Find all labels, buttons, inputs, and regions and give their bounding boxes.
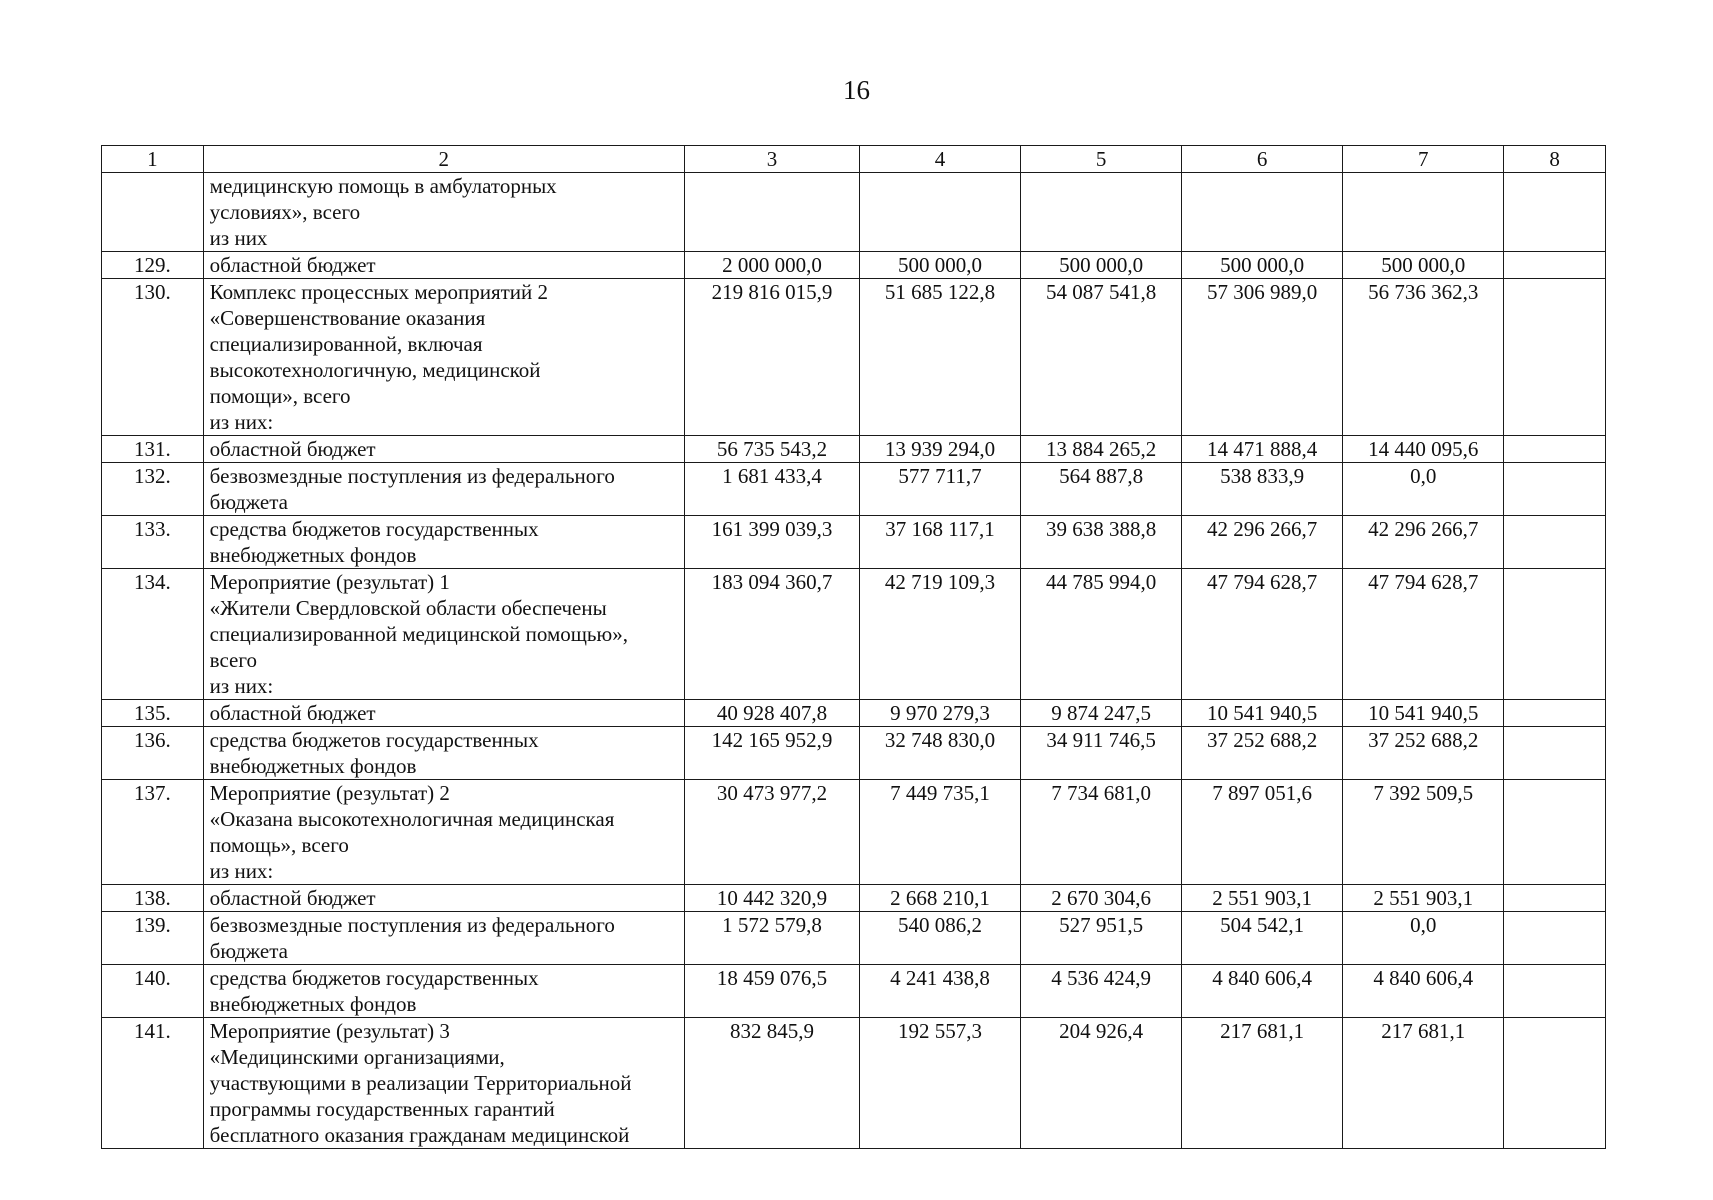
- table-row: [102, 965, 1606, 1018]
- row-number: 137.: [102, 780, 204, 885]
- value-cell-col-7: [1343, 173, 1504, 252]
- description-line: «Совершенствование оказания: [209, 306, 486, 330]
- value-cell-col-6: 504 542,1: [1182, 912, 1343, 965]
- value-cell-col-5: 500 000,0: [1021, 252, 1182, 279]
- description-line: бюджета: [209, 490, 288, 514]
- value-cell-col-3: 183 094 360,7: [684, 569, 859, 700]
- row-number: 138.: [102, 885, 204, 912]
- value-cell-col-3: [684, 173, 859, 252]
- value-cell-col-3: 2 000 000,0: [684, 252, 859, 279]
- value-cell-col-5: 4 536 424,9: [1021, 965, 1182, 1018]
- value-cell-col-5: 564 887,8: [1021, 463, 1182, 516]
- description-line: внебюджетных фондов: [209, 754, 417, 778]
- value-cell-col-4: 37 168 117,1: [860, 516, 1021, 569]
- value-cell-col-7: 0,0: [1343, 912, 1504, 965]
- row-number: 139.: [102, 912, 204, 965]
- value-cell-col-6: [1182, 173, 1343, 252]
- row-description: [203, 965, 684, 1018]
- value-cell-col-8: [1504, 463, 1606, 516]
- value-cell-col-5: 13 884 265,2: [1021, 436, 1182, 463]
- value-cell-col-8: [1504, 436, 1606, 463]
- value-cell-col-3: 40 928 407,8: [684, 700, 859, 727]
- header-row: [102, 146, 1606, 173]
- row-number: 141.: [102, 1018, 204, 1149]
- row-number: 140.: [102, 965, 204, 1018]
- value-cell-col-8: [1504, 965, 1606, 1018]
- value-cell-col-8: [1504, 252, 1606, 279]
- description-line: бесплатного оказания гражданам медицинской: [209, 1123, 630, 1147]
- value-cell-col-6: 500 000,0: [1182, 252, 1343, 279]
- column-header-7: 7: [1343, 146, 1504, 173]
- description-line: «Оказана высокотехнологичная медицинская: [209, 807, 615, 831]
- column-header-8: 8: [1504, 146, 1606, 173]
- value-cell-col-4: 32 748 830,0: [860, 727, 1021, 780]
- row-number: 134.: [102, 569, 204, 700]
- description-line: условиях», всего: [209, 200, 361, 224]
- table-row: [102, 569, 1606, 700]
- description-line: Мероприятие (результат) 1: [209, 570, 450, 594]
- value-cell-col-5: 44 785 994,0: [1021, 569, 1182, 700]
- table-row: [102, 885, 1606, 912]
- row-number: 131.: [102, 436, 204, 463]
- value-cell-col-8: [1504, 569, 1606, 700]
- description-line: внебюджетных фондов: [209, 543, 417, 567]
- value-cell-col-8: [1504, 173, 1606, 252]
- value-cell-col-3: 219 816 015,9: [684, 279, 859, 436]
- value-cell-col-7: 2 551 903,1: [1343, 885, 1504, 912]
- value-cell-col-5: 527 951,5: [1021, 912, 1182, 965]
- row-number: 130.: [102, 279, 204, 436]
- value-cell-col-4: 51 685 122,8: [860, 279, 1021, 436]
- row-description: [203, 252, 684, 279]
- description-line: безвозмездные поступления из федерального: [209, 464, 615, 488]
- description-line: помощи», всего: [209, 384, 351, 408]
- table-body: [102, 173, 1606, 1149]
- value-cell-col-8: [1504, 727, 1606, 780]
- row-number: 129.: [102, 252, 204, 279]
- column-header-6: 6: [1182, 146, 1343, 173]
- value-cell-col-3: 30 473 977,2: [684, 780, 859, 885]
- description-line: из них:: [209, 674, 274, 698]
- value-cell-col-4: [860, 173, 1021, 252]
- row-description: [203, 279, 684, 436]
- value-cell-col-5: 34 911 746,5: [1021, 727, 1182, 780]
- value-cell-col-6: 47 794 628,7: [1182, 569, 1343, 700]
- description-line: «Жители Свердловской области обеспечены: [209, 596, 607, 620]
- row-description: [203, 700, 684, 727]
- value-cell-col-7: 14 440 095,6: [1343, 436, 1504, 463]
- table-row: [102, 780, 1606, 885]
- value-cell-col-6: 7 897 051,6: [1182, 780, 1343, 885]
- value-cell-col-6: 10 541 940,5: [1182, 700, 1343, 727]
- description-line: безвозмездные поступления из федерального: [209, 913, 615, 937]
- table-row: [102, 912, 1606, 965]
- value-cell-col-8: [1504, 279, 1606, 436]
- description-line: «Медицинскими организациями,: [209, 1045, 505, 1069]
- value-cell-col-8: [1504, 700, 1606, 727]
- value-cell-col-7: 56 736 362,3: [1343, 279, 1504, 436]
- value-cell-col-3: 1 681 433,4: [684, 463, 859, 516]
- value-cell-col-4: 13 939 294,0: [860, 436, 1021, 463]
- value-cell-col-4: 500 000,0: [860, 252, 1021, 279]
- value-cell-col-7: 500 000,0: [1343, 252, 1504, 279]
- description-line: средства бюджетов государственных: [209, 517, 539, 541]
- row-number: 135.: [102, 700, 204, 727]
- row-description: [203, 912, 684, 965]
- value-cell-col-6: 4 840 606,4: [1182, 965, 1343, 1018]
- value-cell-col-4: 7 449 735,1: [860, 780, 1021, 885]
- row-number: 132.: [102, 463, 204, 516]
- table-row: [102, 436, 1606, 463]
- description-line: из них:: [209, 410, 274, 434]
- value-cell-col-5: 39 638 388,8: [1021, 516, 1182, 569]
- value-cell-col-6: 2 551 903,1: [1182, 885, 1343, 912]
- value-cell-col-7: 0,0: [1343, 463, 1504, 516]
- row-number: 136.: [102, 727, 204, 780]
- description-line: программы государственных гарантий: [209, 1097, 555, 1121]
- description-line: областной бюджет: [209, 701, 376, 725]
- value-cell-col-4: 540 086,2: [860, 912, 1021, 965]
- value-cell-col-7: 4 840 606,4: [1343, 965, 1504, 1018]
- value-cell-col-7: 10 541 940,5: [1343, 700, 1504, 727]
- table-row: [102, 700, 1606, 727]
- description-line: из них:: [209, 859, 274, 883]
- row-description: [203, 569, 684, 700]
- value-cell-col-4: 577 711,7: [860, 463, 1021, 516]
- table-row: [102, 727, 1606, 780]
- value-cell-col-4: 4 241 438,8: [860, 965, 1021, 1018]
- value-cell-col-7: 37 252 688,2: [1343, 727, 1504, 780]
- value-cell-col-8: [1504, 912, 1606, 965]
- table-row: [102, 463, 1606, 516]
- row-number: 133.: [102, 516, 204, 569]
- value-cell-col-8: [1504, 1018, 1606, 1149]
- value-cell-col-3: 142 165 952,9: [684, 727, 859, 780]
- table-row: [102, 173, 1606, 252]
- column-header-5: 5: [1021, 146, 1182, 173]
- row-description: [203, 436, 684, 463]
- description-line: областной бюджет: [209, 886, 376, 910]
- budget-table: [101, 145, 1606, 1149]
- value-cell-col-6: 538 833,9: [1182, 463, 1343, 516]
- value-cell-col-3: 56 735 543,2: [684, 436, 859, 463]
- row-description: [203, 885, 684, 912]
- table-row: [102, 1018, 1606, 1149]
- value-cell-col-5: 54 087 541,8: [1021, 279, 1182, 436]
- value-cell-col-5: 2 670 304,6: [1021, 885, 1182, 912]
- description-line: Комплекс процессных мероприятий 2: [209, 280, 549, 304]
- row-description: [203, 173, 684, 252]
- description-line: высокотехнологичную, медицинской: [209, 358, 541, 382]
- table-row: [102, 279, 1606, 436]
- row-description: [203, 463, 684, 516]
- row-description: [203, 1018, 684, 1149]
- value-cell-col-7: 42 296 266,7: [1343, 516, 1504, 569]
- row-description: [203, 780, 684, 885]
- value-cell-col-8: [1504, 780, 1606, 885]
- column-header-4: 4: [860, 146, 1021, 173]
- value-cell-col-7: 7 392 509,5: [1343, 780, 1504, 885]
- description-line: специализированной медицинской помощью»,: [209, 622, 628, 646]
- description-line: помощь», всего: [209, 833, 349, 857]
- value-cell-col-7: 217 681,1: [1343, 1018, 1504, 1149]
- value-cell-col-5: [1021, 173, 1182, 252]
- value-cell-col-4: 42 719 109,3: [860, 569, 1021, 700]
- column-header-1: 1: [102, 146, 204, 173]
- value-cell-col-6: 217 681,1: [1182, 1018, 1343, 1149]
- value-cell-col-8: [1504, 885, 1606, 912]
- page-number: 16: [843, 75, 870, 105]
- value-cell-col-6: 37 252 688,2: [1182, 727, 1343, 780]
- description-line: участвующими в реализации Территориальной: [209, 1071, 632, 1095]
- column-header-2: 2: [203, 146, 684, 173]
- description-line: средства бюджетов государственных: [209, 966, 539, 990]
- description-line: бюджета: [209, 939, 288, 963]
- value-cell-col-3: 10 442 320,9: [684, 885, 859, 912]
- table-row: [102, 516, 1606, 569]
- row-description: [203, 727, 684, 780]
- row-number: [102, 173, 204, 252]
- description-line: из них: [209, 226, 268, 250]
- description-line: Мероприятие (результат) 2: [209, 781, 450, 805]
- value-cell-col-3: 18 459 076,5: [684, 965, 859, 1018]
- description-line: медицинскую помощь в амбулаторных: [209, 174, 557, 198]
- value-cell-col-4: 2 668 210,1: [860, 885, 1021, 912]
- value-cell-col-7: 47 794 628,7: [1343, 569, 1504, 700]
- value-cell-col-5: 7 734 681,0: [1021, 780, 1182, 885]
- value-cell-col-3: 1 572 579,8: [684, 912, 859, 965]
- description-line: всего: [209, 648, 257, 672]
- description-line: областной бюджет: [209, 253, 376, 277]
- description-line: внебюджетных фондов: [209, 992, 417, 1016]
- value-cell-col-3: 832 845,9: [684, 1018, 859, 1149]
- description-line: средства бюджетов государственных: [209, 728, 539, 752]
- value-cell-col-4: 9 970 279,3: [860, 700, 1021, 727]
- description-line: специализированной, включая: [209, 332, 483, 356]
- table-row: [102, 252, 1606, 279]
- value-cell-col-5: 204 926,4: [1021, 1018, 1182, 1149]
- column-header-3: 3: [684, 146, 859, 173]
- value-cell-col-6: 42 296 266,7: [1182, 516, 1343, 569]
- value-cell-col-6: 57 306 989,0: [1182, 279, 1343, 436]
- value-cell-col-3: 161 399 039,3: [684, 516, 859, 569]
- value-cell-col-4: 192 557,3: [860, 1018, 1021, 1149]
- value-cell-col-8: [1504, 516, 1606, 569]
- value-cell-col-5: 9 874 247,5: [1021, 700, 1182, 727]
- description-line: областной бюджет: [209, 437, 376, 461]
- value-cell-col-6: 14 471 888,4: [1182, 436, 1343, 463]
- row-description: [203, 516, 684, 569]
- description-line: Мероприятие (результат) 3: [209, 1019, 450, 1043]
